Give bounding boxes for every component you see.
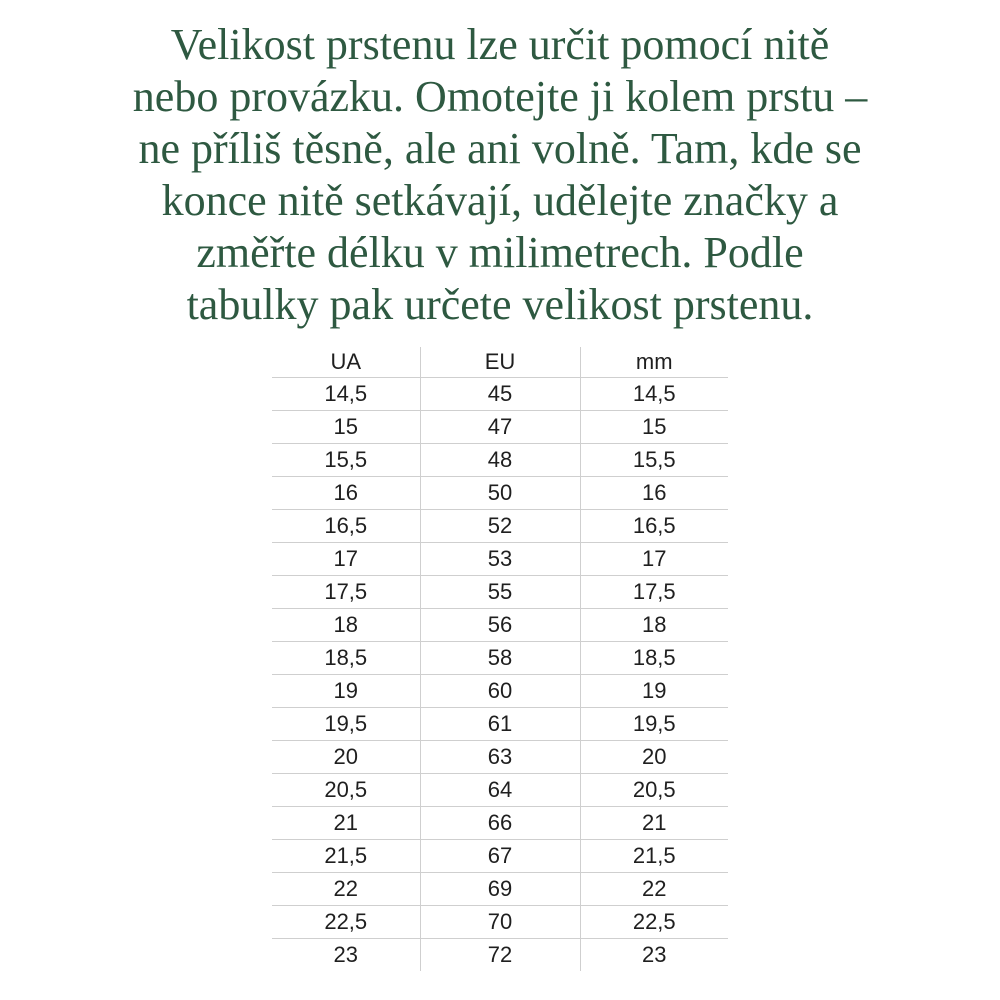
intro-line-2: nebo provázku. Omotejte ji kolem prstu – [132, 72, 868, 121]
table-row [272, 806, 728, 839]
table-cell: 45 [420, 377, 580, 410]
table-row [272, 377, 728, 410]
table-cell: 22,5 [580, 905, 728, 938]
table-cell: 18,5 [272, 641, 420, 674]
table-cell: 53 [420, 542, 580, 575]
intro-line-5: změřte délku v milimetrech. Podle [196, 228, 804, 277]
table-row [272, 674, 728, 707]
column-header-mm: mm [580, 347, 728, 377]
table-cell: 61 [420, 707, 580, 740]
table-cell: 20,5 [580, 773, 728, 806]
table-cell: 64 [420, 773, 580, 806]
table-cell: 20 [580, 740, 728, 773]
table-row [272, 938, 728, 971]
table-row [272, 839, 728, 872]
table-cell: 21 [272, 806, 420, 839]
table-cell: 52 [420, 509, 580, 542]
table-cell: 19 [580, 674, 728, 707]
table-cell: 19,5 [580, 707, 728, 740]
table-cell: 14,5 [580, 377, 728, 410]
table-cell: 17 [272, 542, 420, 575]
table-row [272, 476, 728, 509]
table-cell: 18,5 [580, 641, 728, 674]
table-row [272, 872, 728, 905]
table-row [272, 773, 728, 806]
table-cell: 23 [333, 941, 358, 967]
table-cell: 19,5 [272, 707, 420, 740]
table-cell: 70 [420, 905, 580, 938]
table-cell: 69 [420, 872, 580, 905]
table-row [272, 509, 728, 542]
table-cell: 20,5 [272, 773, 420, 806]
intro-line-3: ne příliš těsně, ale ani volně. Tam, kde se [138, 124, 862, 173]
table-cell: 22 [580, 872, 728, 905]
table-cell: 16,5 [272, 509, 420, 542]
table-cell: 16,5 [580, 509, 728, 542]
table-cell: 23 [642, 941, 667, 967]
table-header-row [272, 347, 728, 377]
table-cell: 58 [420, 641, 580, 674]
table-cell: 18 [580, 608, 728, 641]
table-row [272, 410, 728, 443]
table-cell: 20 [272, 740, 420, 773]
intro-line-6: tabulky pak určete velikost prstenu. [186, 280, 814, 329]
table-cell: 63 [420, 740, 580, 773]
column-header-ua: UA [272, 347, 420, 377]
ring-size-table [272, 347, 728, 971]
intro-line-1: Velikost prstenu lze určit pomocí nitě [170, 20, 830, 69]
table-cell: 50 [420, 476, 580, 509]
intro-text [0, 0, 1000, 331]
table-row [272, 641, 728, 674]
table-cell: 15 [580, 410, 728, 443]
table-cell: 15 [272, 410, 420, 443]
table-cell: 21 [580, 806, 728, 839]
table-row [272, 707, 728, 740]
table-cell: 55 [420, 575, 580, 608]
table-cell: 72 [420, 938, 580, 971]
table-cell: 17 [580, 542, 728, 575]
table-cell: 56 [420, 608, 580, 641]
table-cell: 22,5 [272, 905, 420, 938]
table-cell: 21,5 [272, 839, 420, 872]
table-cell: 15,5 [272, 443, 420, 476]
column-header-eu: EU [420, 347, 580, 377]
size-table-body [272, 377, 728, 971]
table-cell: 22 [272, 872, 420, 905]
table-cell: 15,5 [580, 443, 728, 476]
table-row [272, 740, 728, 773]
table-cell: 16 [272, 476, 420, 509]
table-cell: 18 [272, 608, 420, 641]
table-cell: 17,5 [272, 575, 420, 608]
table-row [272, 575, 728, 608]
table-cell: 66 [420, 806, 580, 839]
table-cell: 19 [272, 674, 420, 707]
table-cell: 47 [420, 410, 580, 443]
table-row [272, 542, 728, 575]
table-cell: 14,5 [272, 377, 420, 410]
table-row [272, 608, 728, 641]
table-cell: 60 [420, 674, 580, 707]
table-row [272, 905, 728, 938]
intro-line-4: konce nitě setkávají, udělejte značky a [161, 176, 839, 225]
table-cell: 17,5 [580, 575, 728, 608]
table-cell: 21,5 [580, 839, 728, 872]
table-cell: 16 [580, 476, 728, 509]
table-row [272, 443, 728, 476]
table-cell: 48 [420, 443, 580, 476]
table-cell: 67 [420, 839, 580, 872]
